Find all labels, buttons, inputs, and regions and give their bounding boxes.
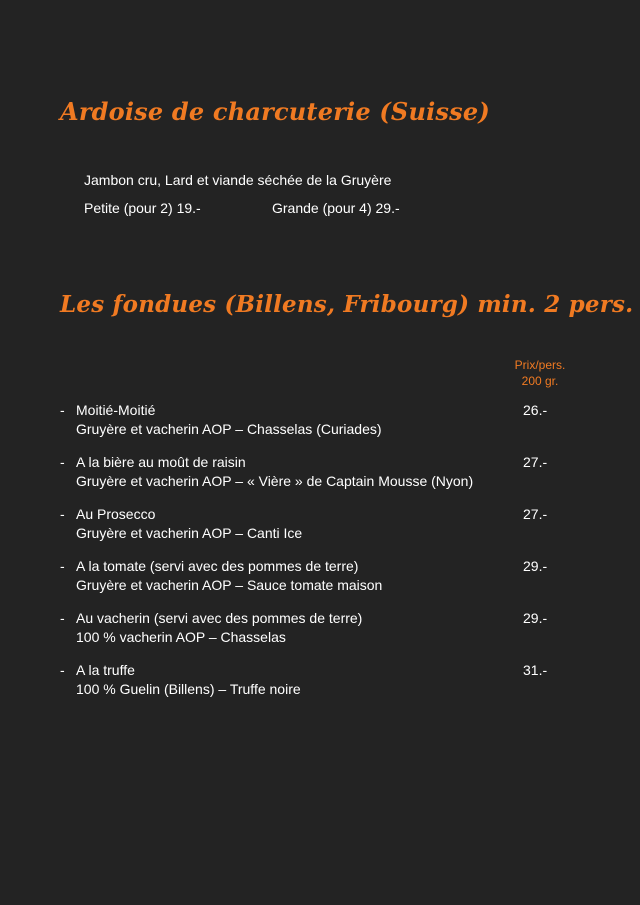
list-dash: - — [60, 662, 65, 678]
charcuterie-grande-price: Grande (pour 4) 29.- — [272, 200, 400, 216]
price-header-unit: Prix/pers. — [514, 358, 566, 372]
charcuterie-petite-price: Petite (pour 2) 19.- — [84, 200, 201, 216]
fondues-title: Les fondues (Billens, Fribourg) min. 2 pers. — [60, 291, 634, 318]
price-header-weight: 200 gr. — [521, 374, 559, 388]
list-dash: - — [60, 558, 65, 574]
fondue-detail: 100 % Guelin (Billens) – Truffe noire — [76, 681, 301, 697]
list-dash: - — [60, 402, 65, 418]
fondue-price: 31.- — [523, 662, 548, 678]
list-dash: - — [60, 454, 65, 470]
fondue-name: Au vacherin (servi avec des pommes de terre) — [76, 610, 363, 626]
fondue-item — [60, 401, 580, 441]
list-dash: - — [60, 610, 65, 626]
fondue-name: Au Prosecco — [76, 506, 156, 522]
fondue-detail: Gruyère et vacherin AOP – « Vière » de Captain Mousse (Nyon) — [76, 473, 474, 489]
fondue-name: A la tomate (servi avec des pommes de terre) — [76, 558, 359, 574]
charcuterie-description: Jambon cru, Lard et viande séchée de la Gruyère — [84, 172, 392, 188]
list-dash: - — [60, 506, 65, 522]
fondue-item — [60, 505, 580, 545]
fondue-name: A la truffe — [76, 662, 135, 678]
fondue-detail: Gruyère et vacherin AOP – Sauce tomate maison — [76, 577, 383, 593]
fondue-detail: 100 % vacherin AOP – Chasselas — [76, 629, 286, 645]
fondue-item — [60, 609, 580, 649]
fondue-detail: Gruyère et vacherin AOP – Canti Ice — [76, 525, 303, 541]
price-column-header — [500, 357, 580, 389]
fondue-detail: Gruyère et vacherin AOP – Chasselas (Curiades) — [76, 421, 382, 437]
fondue-item — [60, 557, 580, 597]
fondue-item — [60, 661, 580, 701]
fondue-name: A la bière au moût de raisin — [76, 454, 246, 470]
fondue-price: 27.- — [523, 506, 548, 522]
fondue-price: 27.- — [523, 454, 548, 470]
fondue-price: 26.- — [523, 402, 548, 418]
charcuterie-title: Ardoise de charcuterie (Suisse) — [60, 97, 490, 126]
fondue-name: Moitié-Moitié — [76, 402, 156, 418]
fondue-item — [60, 453, 580, 493]
fondue-price: 29.- — [523, 610, 548, 626]
fondue-price: 29.- — [523, 558, 548, 574]
